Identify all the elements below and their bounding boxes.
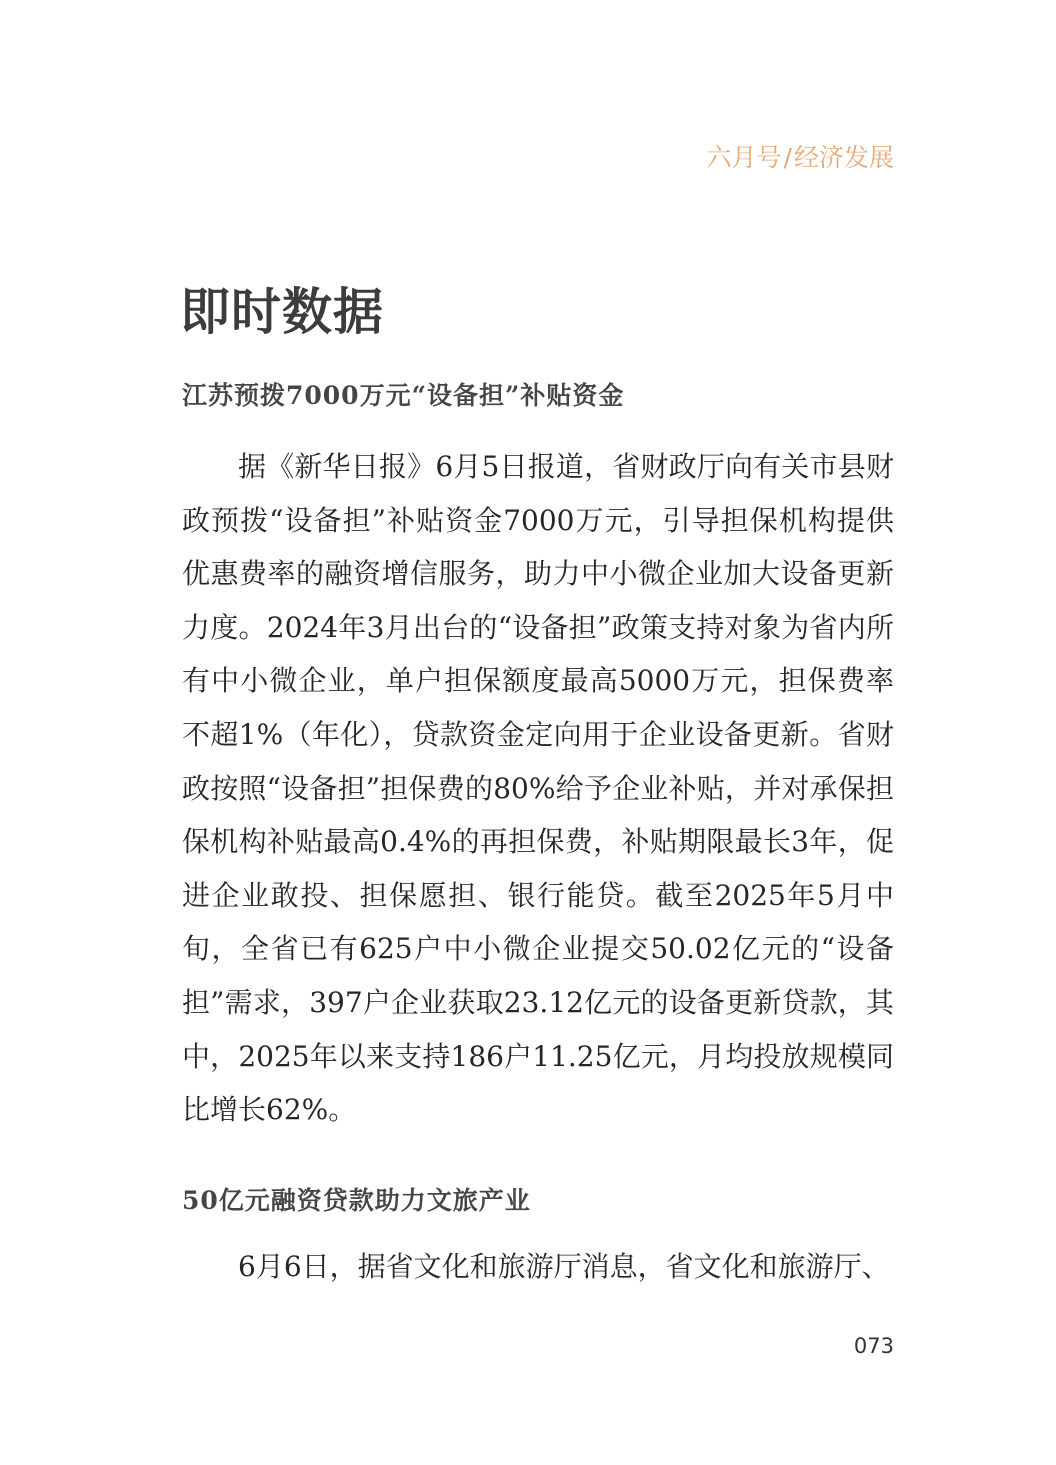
header-separator: /: [783, 143, 792, 172]
article-2-title: 50亿元融资贷款助力文旅产业: [182, 1186, 531, 1215]
running-header: [707, 138, 894, 174]
page-number: 073: [853, 1334, 894, 1358]
column-label: 经济发展: [793, 143, 894, 172]
issue-label: 六月号: [706, 143, 782, 172]
article-2-body: 6月6日，据省文化和旅游厅消息，省文化和旅游厅、: [238, 1250, 890, 1283]
article-1-body: 据《新华日报》6月5日报道，省财政厅向有关市县财政预拨“设备担”补贴资金7000万元，引导担保机构提供优惠费率的融资增信服务，助力中小微企业加大设备更新力度。2024年3月出台的“设备担”政策支持对象为省内所有中小微企业，单户担保额度最高5000万元，担保费率不超1%（年化），贷款资金定向用于企业设备更新。省财政按照“设备担”担保费的80%给予企业补贴，并对承保担保机构补贴最高0.4%的再担保费，补贴期限最长3年，促进企业敢投、担保愿担、银行能贷。截至2025年5月中旬，全省已有625户中小微企业提交50.02亿元的“设备担”需求，397户企业获取23.12亿元的设备更新贷款，其中，2025年以来支持186户11.25亿元，月均投放规模同比增长62%。: [182, 450, 894, 1127]
page-title: 即时数据: [180, 283, 384, 341]
article-1-title: 江苏预拨7000万元“设备担”补贴资金: [182, 381, 625, 410]
